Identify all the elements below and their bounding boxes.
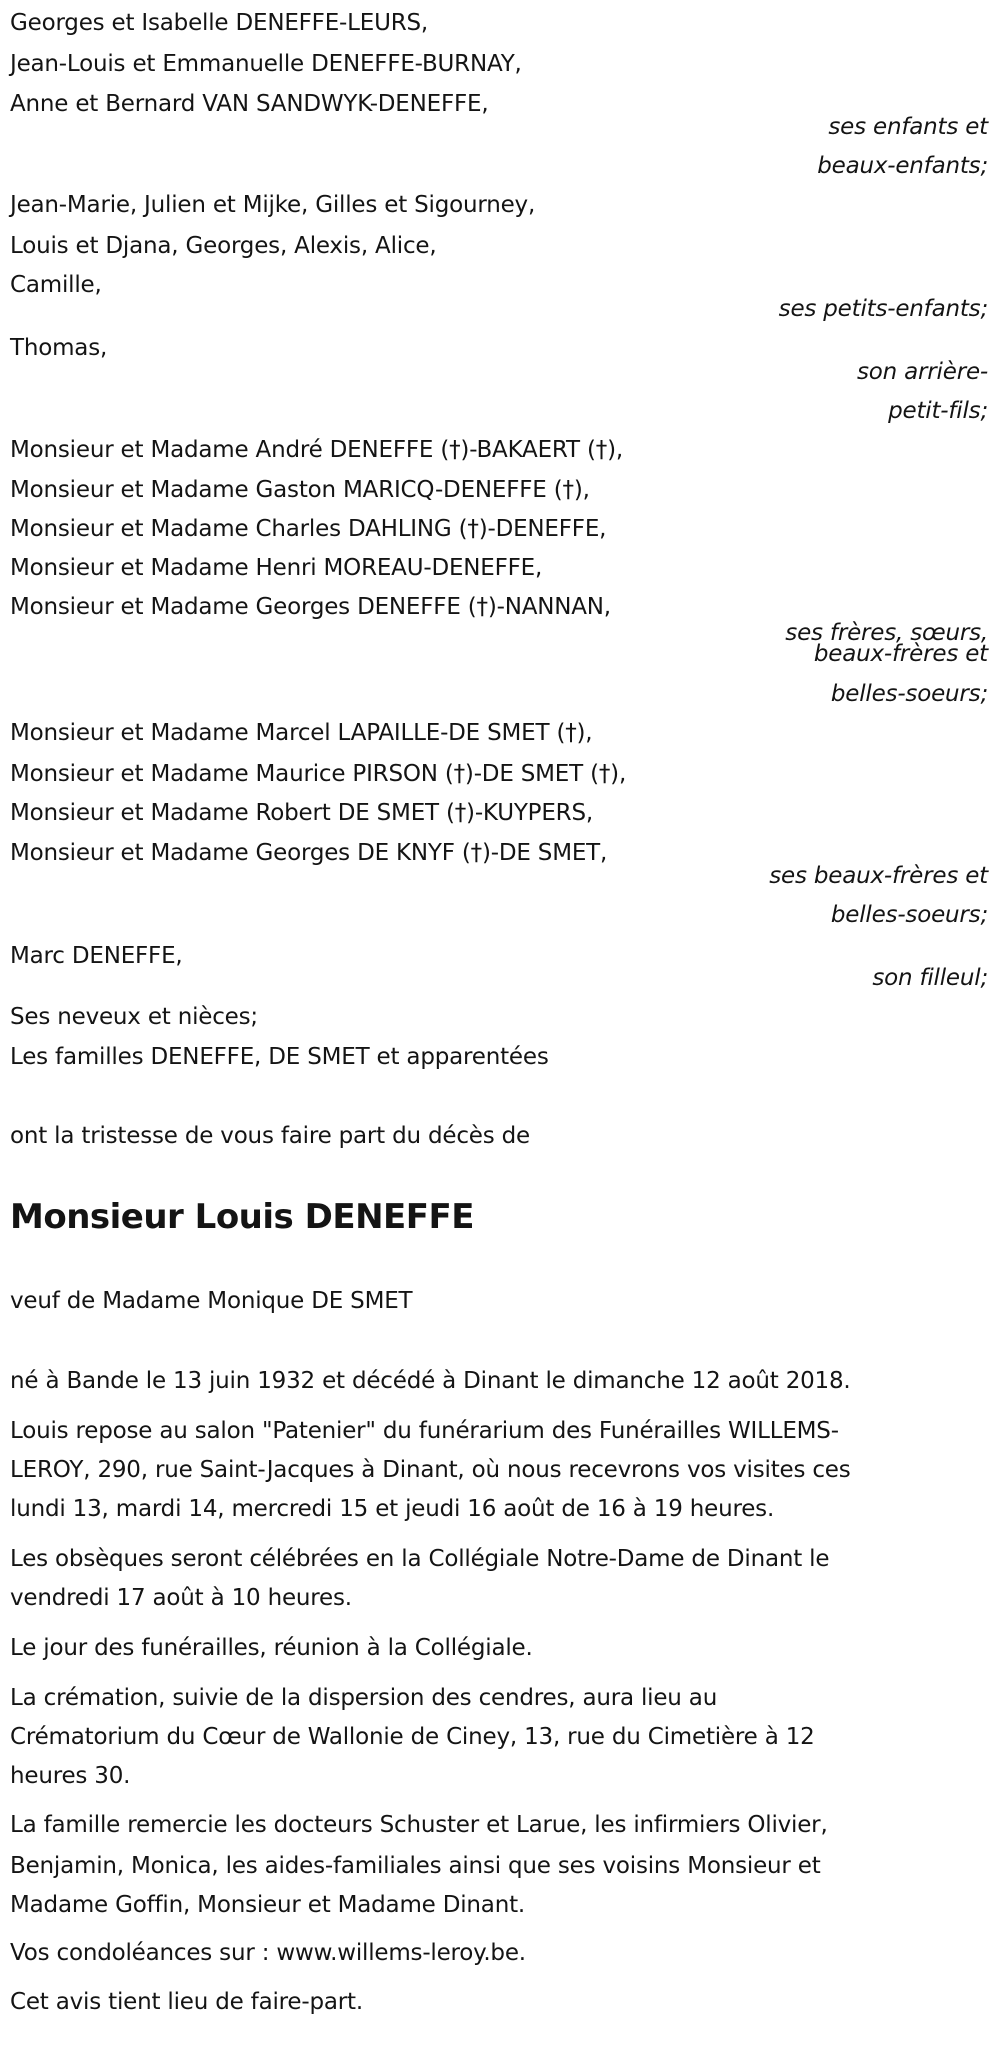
- funeral-text: vendredi 17 août à 10 heures.: [10, 1585, 352, 1611]
- cremation-text: Crématorium du Cœur de Wallonie de Ciney, 13, rue du Cimetière à 12: [10, 1724, 815, 1750]
- meeting-text: Le jour des funérailles, réunion à la Collégiale.: [10, 1635, 533, 1661]
- relation-label: beaux-frères et: [813, 641, 988, 667]
- family-line: Monsieur et Madame Charles DAHLING (†)-DENEFFE,: [10, 516, 607, 542]
- repose-text: Louis repose au salon "Patenier" du funérarium des Funérailles WILLEMS-: [10, 1418, 839, 1444]
- announcement-text: ont la tristesse de vous faire part du décès de: [10, 1123, 530, 1149]
- family-line: Monsieur et Madame Maurice PIRSON (†)-DE SMET (†),: [10, 761, 627, 787]
- cremation-text: heures 30.: [10, 1763, 131, 1789]
- family-line: Marc DENEFFE,: [10, 943, 183, 969]
- family-line: Monsieur et Madame Robert DE SMET (†)-KUYPERS,: [10, 800, 593, 826]
- family-line: Monsieur et Madame Georges DENEFFE (†)-NANNAN,: [10, 594, 611, 620]
- family-line: Monsieur et Madame Marcel LAPAILLE-DE SMET (†),: [10, 720, 593, 746]
- relation-label: ses beaux-frères et: [769, 863, 988, 889]
- family-line: Louis et Djana, Georges, Alexis, Alice,: [10, 233, 437, 259]
- family-line: Georges et Isabelle DENEFFE-LEURS,: [10, 10, 429, 36]
- family-line: Anne et Bernard VAN SANDWYK-DENEFFE,: [10, 91, 489, 117]
- family-line: Thomas,: [10, 335, 108, 361]
- family-line: Monsieur et Madame Georges DE KNYF (†)-DE SMET,: [10, 840, 608, 866]
- relation-label: belles-soeurs;: [830, 681, 988, 707]
- relation-label: ses enfants et: [828, 114, 988, 140]
- relation-label: son filleul;: [872, 965, 988, 991]
- family-line: Jean-Louis et Emmanuelle DENEFFE-BURNAY,: [10, 51, 522, 77]
- family-line: Monsieur et Madame André DENEFFE (†)-BAKAERT (†),: [10, 437, 623, 463]
- family-line: Monsieur et Madame Gaston MARICQ-DENEFFE (†),: [10, 477, 590, 503]
- family-line: Monsieur et Madame Henri MOREAU-DENEFFE,: [10, 555, 543, 581]
- condolences-text: Vos condoléances sur : www.willems-leroy.be.: [10, 1940, 526, 1966]
- funeral-text: Les obsèques seront célébrées en la Collégiale Notre-Dame de Dinant le: [10, 1546, 830, 1572]
- thanks-text: Madame Goffin, Monsieur et Madame Dinant.: [10, 1892, 525, 1918]
- relation-label: beaux-enfants;: [817, 153, 988, 179]
- repose-text: LEROY, 290, rue Saint-Jacques à Dinant, où nous recevrons vos visites ces: [10, 1457, 851, 1483]
- relation-label: ses petits-enfants;: [778, 296, 988, 322]
- cremation-text: La crémation, suivie de la dispersion des cendres, aura lieu au: [10, 1685, 718, 1711]
- thanks-text: La famille remercie les docteurs Schuster et Larue, les infirmiers Olivier,: [10, 1812, 828, 1838]
- relation-label: belles-soeurs;: [830, 902, 988, 928]
- deceased-name: Monsieur Louis DENEFFE: [10, 1197, 474, 1237]
- family-line: Jean-Marie, Julien et Mijke, Gilles et Sigourney,: [10, 192, 536, 218]
- family-line: Camille,: [10, 272, 102, 298]
- notice-text: Cet avis tient lieu de faire-part.: [10, 1989, 363, 2015]
- relation-label: petit-fils;: [888, 398, 988, 424]
- repose-text: lundi 13, mardi 14, mercredi 15 et jeudi 16 août de 16 à 19 heures.: [10, 1496, 775, 1522]
- family-line: Ses neveux et nièces;: [10, 1004, 258, 1030]
- relation-label: son arrière-: [857, 359, 988, 385]
- thanks-text: Benjamin, Monica, les aides-familiales ainsi que ses voisins Monsieur et: [10, 1853, 821, 1879]
- relation-label: ses frères, sœurs,: [785, 620, 988, 646]
- family-line: Les familles DENEFFE, DE SMET et apparentées: [10, 1044, 549, 1070]
- widower-text: veuf de Madame Monique DE SMET: [10, 1288, 413, 1314]
- birth-death-text: né à Bande le 13 juin 1932 et décédé à Dinant le dimanche 12 août 2018.: [10, 1368, 851, 1394]
